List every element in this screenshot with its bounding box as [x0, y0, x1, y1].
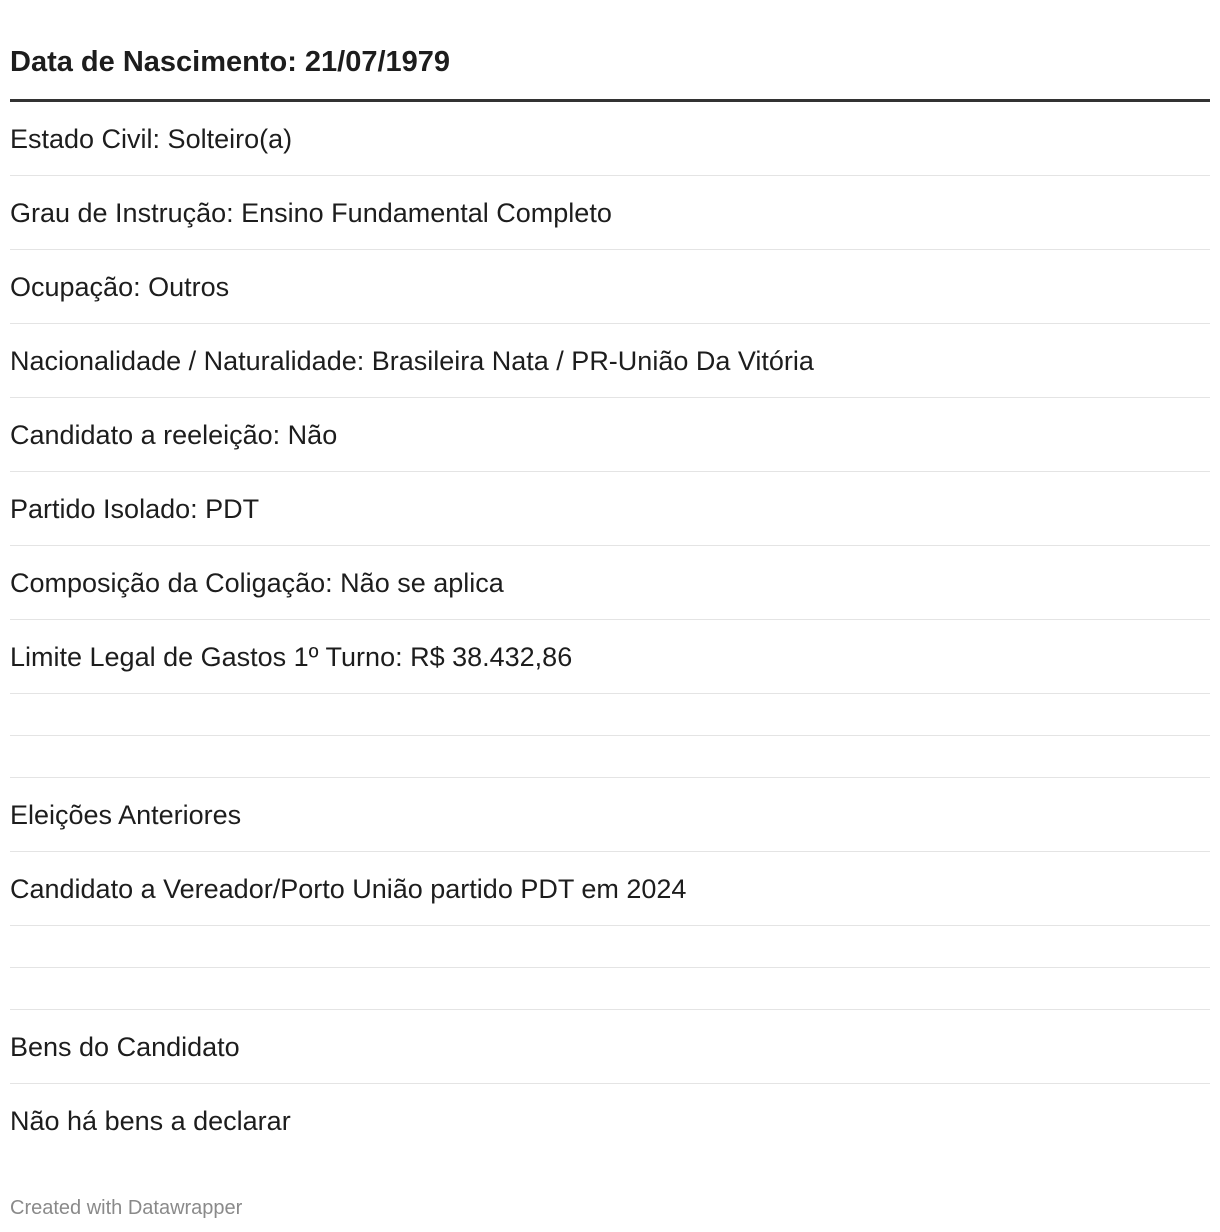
row-empty: [10, 694, 1210, 736]
cell: Limite Legal de Gastos 1º Turno: R$ 38.432,86: [10, 641, 573, 672]
cell: Nacionalidade / Naturalidade: Brasileira Nata / PR-União Da Vitória: [10, 345, 814, 376]
cell: Candidato a reeleição: Não: [10, 419, 338, 450]
row-coalition: [10, 546, 1210, 620]
datawrapper-credit[interactable]: Created with Datawrapper: [10, 1197, 243, 1219]
row-occupation: [10, 250, 1210, 324]
row-marital-status: [10, 102, 1210, 176]
row-assets: [10, 1084, 1210, 1157]
row-previous-election: [10, 852, 1210, 926]
cell: Ocupação: Outros: [10, 271, 230, 302]
row-previous-elections-heading: [10, 778, 1210, 852]
row-empty: [10, 968, 1210, 1010]
datawrapper-table: [10, 0, 1210, 1157]
cell: Estado Civil: Solteiro(a): [10, 123, 293, 154]
cell: Grau de Instrução: Ensino Fundamental Completo: [10, 197, 612, 228]
table-header: [10, 0, 1210, 102]
row-party: [10, 472, 1210, 546]
cell: Bens do Candidato: [10, 1031, 240, 1062]
row-empty: [10, 736, 1210, 778]
row-reelection: [10, 398, 1210, 472]
cell: Não há bens a declarar: [10, 1105, 291, 1136]
row-empty: [10, 926, 1210, 968]
cell: Composição da Coligação: Não se aplica: [10, 567, 504, 598]
row-education: [10, 176, 1210, 250]
cell: Partido Isolado: PDT: [10, 493, 260, 524]
row-assets-heading: [10, 1010, 1210, 1084]
cell: Candidato a Vereador/Porto União partido PDT em 2024: [10, 873, 687, 904]
row-nationality: [10, 324, 1210, 398]
header-birth-date: Data de Nascimento: 21/07/1979: [10, 46, 451, 78]
cell: Eleições Anteriores: [10, 799, 242, 830]
row-spending-limit: [10, 620, 1210, 694]
